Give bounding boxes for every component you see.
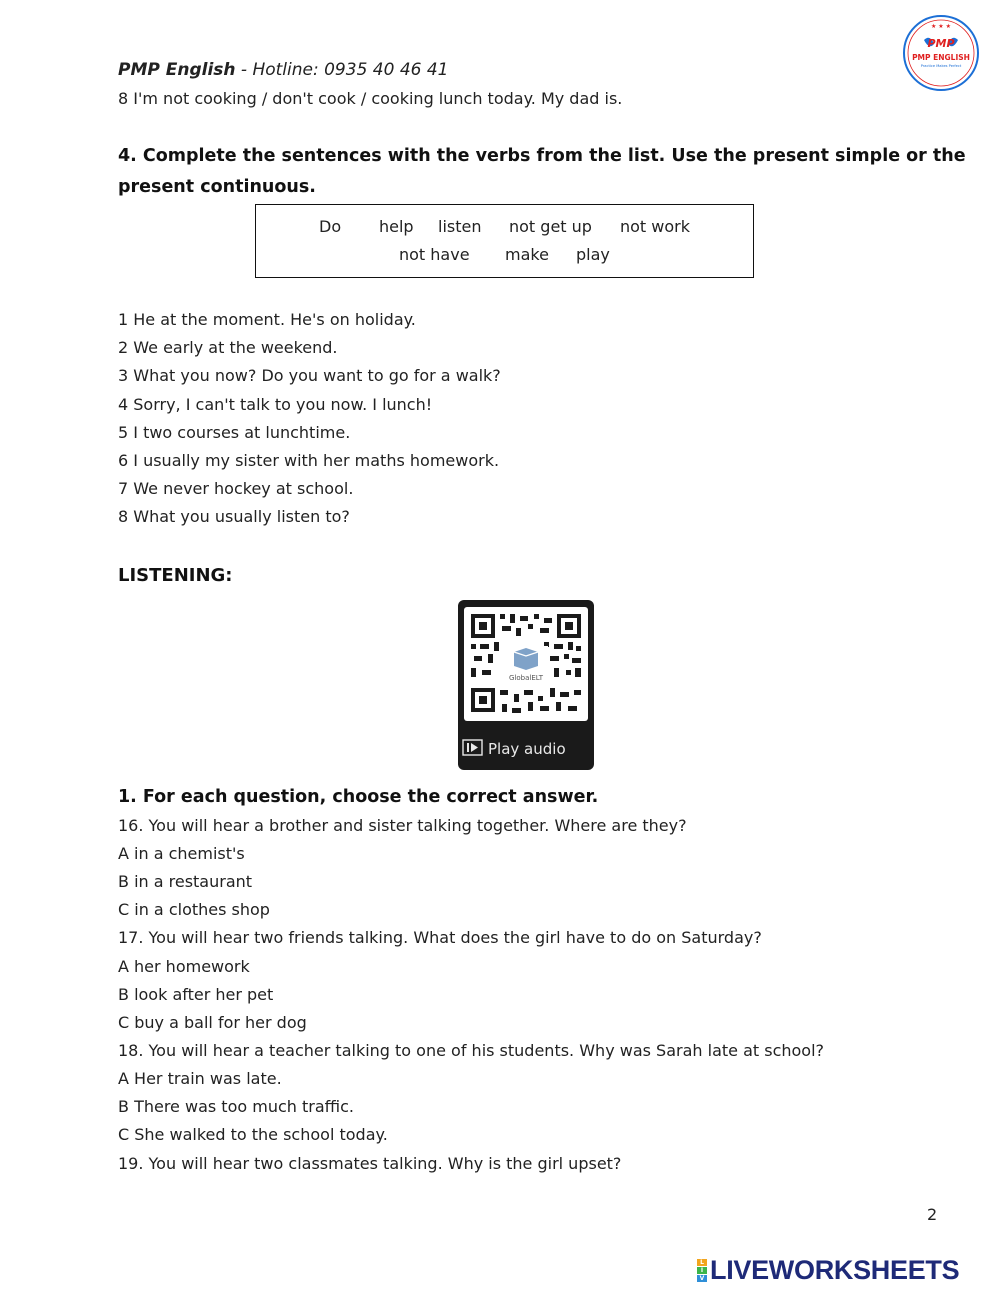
exercise4-sentence-8: 8 What you usually listen to? <box>118 507 350 526</box>
live-block-v: V <box>697 1275 707 1282</box>
option-18-c: C She walked to the school today. <box>118 1125 388 1144</box>
option-17-c: C buy a ball for her dog <box>118 1013 307 1032</box>
exercise4-sentence-4: 4 Sorry, I can't talk to you now. I lunch! <box>118 395 433 414</box>
logo-text: PMP ENGLISH <box>912 53 970 62</box>
svg-text:★ ★ ★: ★ ★ ★ <box>931 23 951 30</box>
word-not-have: not have <box>399 245 470 264</box>
question-19: 19. You will hear two classmates talking. Why is the girl upset? <box>118 1154 622 1173</box>
word-play: play <box>576 245 610 264</box>
exercise4-sentence-2: 2 We early at the weekend. <box>118 338 338 357</box>
listening-heading: LISTENING: <box>118 565 233 586</box>
option-18-a: A Her train was late. <box>118 1069 282 1088</box>
word-not-work: not work <box>620 217 691 236</box>
pmp-english-logo <box>902 14 980 92</box>
word-listen: listen <box>438 217 482 236</box>
live-block-l: L <box>697 1259 707 1266</box>
option-16-a: A in a chemist's <box>118 844 245 863</box>
logo-tagline: Practice Makes Perfect <box>920 64 962 68</box>
word-not-get-up: not get up <box>509 217 592 236</box>
play-audio-label: Play audio <box>488 740 566 758</box>
exercise4-sentence-5: 5 I two courses at lunchtime. <box>118 423 351 442</box>
word-help: help <box>379 217 414 236</box>
qr-center-text: GlobalELT <box>509 674 543 682</box>
word-make: make <box>505 245 549 264</box>
exercise4-title-line2: present continuous. <box>118 177 316 197</box>
exercise4-title-line1: 4. Complete the sentences with the verbs from the list. Use the present simple or the <box>118 146 966 166</box>
exercise4-sentence-1: 1 He at the moment. He's on holiday. <box>118 310 416 329</box>
header-brand: PMP English <box>118 60 236 80</box>
option-17-b: B look after her pet <box>118 985 274 1004</box>
exercise1-title: 1. For each question, choose the correct answer. <box>118 787 599 807</box>
option-16-c: C in a clothes shop <box>118 900 270 919</box>
logo-initials: PMP <box>927 37 955 50</box>
exercise4-sentence-7: 7 We never hockey at school. <box>118 479 354 498</box>
word-list-box <box>255 204 754 278</box>
exercise4-sentence-6: 6 I usually my sister with her maths homework. <box>118 451 500 470</box>
live-block-i: I <box>697 1267 707 1274</box>
option-17-a: A her homework <box>118 957 250 976</box>
carry-over-answer-line: 8 I'm not cooking / don't cook / cooking lunch today. My dad is. <box>118 89 623 108</box>
liveworksheets-text: LIVEWORKSHEETS <box>710 1254 960 1285</box>
header-hotline-line <box>118 60 449 80</box>
option-18-b: B There was too much traffic. <box>118 1097 354 1116</box>
header-hotline: - Hotline: 0935 40 46 41 <box>235 60 449 80</box>
liveworksheets-logo[interactable] <box>697 1255 959 1285</box>
question-18: 18. You will hear a teacher talking to one of his students. Why was Sarah late at school? <box>118 1041 825 1060</box>
question-17: 17. You will hear two friends talking. What does the girl have to do on Saturday? <box>118 928 762 947</box>
word-do: Do <box>319 217 342 236</box>
option-16-b: B in a restaurant <box>118 872 253 891</box>
page-number: 2 <box>927 1205 938 1224</box>
live-blocks-icon <box>697 1258 707 1282</box>
exercise4-sentence-3: 3 What you now? Do you want to go for a walk? <box>118 366 501 385</box>
question-16: 16. You will hear a brother and sister talking together. Where are they? <box>118 816 687 835</box>
play-audio-qr-button[interactable] <box>458 600 594 770</box>
